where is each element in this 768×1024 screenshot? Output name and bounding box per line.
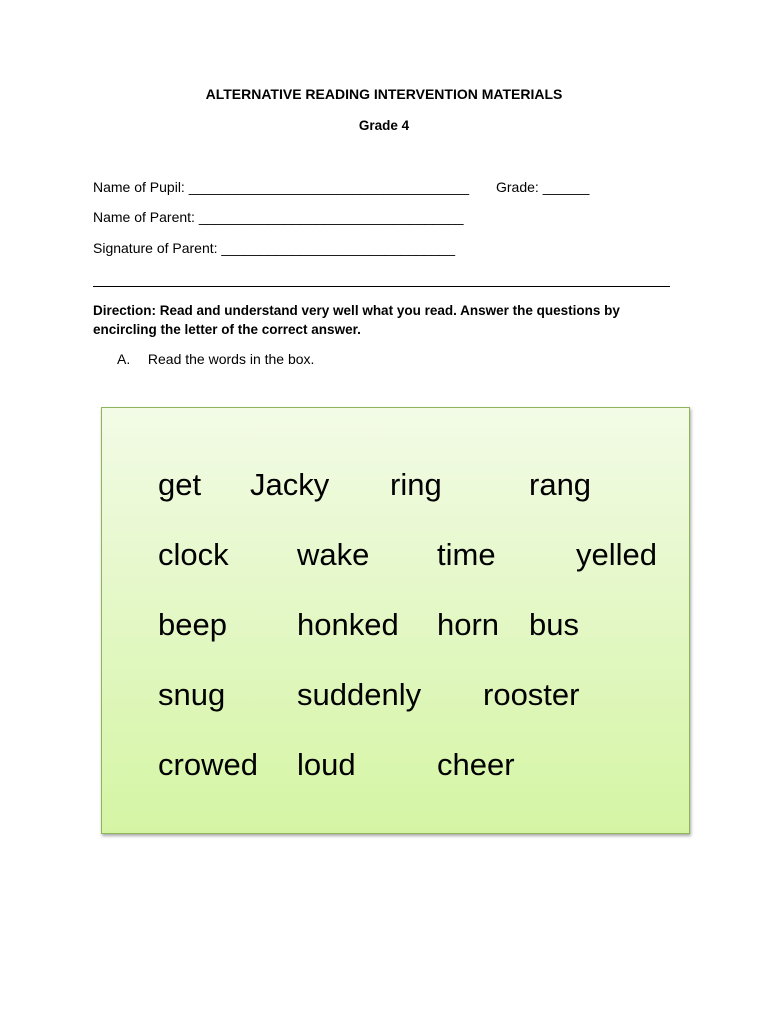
word-wake: wake — [297, 537, 370, 572]
parent-name-label: Name of Parent: — [93, 209, 195, 225]
instruction-letter: A. — [117, 351, 131, 367]
pupil-name-label: Name of Pupil: — [93, 179, 185, 195]
separator-line — [93, 286, 670, 287]
word-box — [101, 407, 690, 834]
instruction-item-a — [117, 351, 314, 367]
parent-name-blank: __________________________________ — [198, 209, 464, 225]
word-honked: honked — [297, 607, 399, 642]
worksheet-title: ALTERNATIVE READING INTERVENTION MATERIALS — [205, 86, 563, 102]
word-cheer: cheer — [437, 747, 515, 782]
word-beep: beep — [158, 607, 227, 642]
grade-label: Grade: — [496, 179, 539, 195]
word-loud: loud — [297, 747, 356, 782]
word-rang: rang — [529, 467, 592, 502]
word-crowed: crowed — [158, 747, 258, 782]
grade-field — [496, 179, 589, 195]
parent-signature-blank: ______________________________ — [221, 240, 456, 256]
word-bus: bus — [529, 607, 579, 642]
direction-text: Direction: Read and understand very well what you read. Answer the questions by encircling the letter of the correct answer. — [93, 303, 620, 337]
pupil-name-field — [93, 179, 469, 195]
word-suddenly: suddenly — [297, 677, 422, 712]
word-ring: ring — [390, 467, 442, 502]
word-get: get — [158, 467, 202, 502]
word-jacky: Jacky — [250, 467, 330, 502]
grade-subtitle: Grade 4 — [358, 118, 410, 133]
parent-name-field — [93, 209, 464, 225]
word-yelled: yelled — [576, 537, 657, 572]
word-horn: horn — [437, 607, 500, 642]
pupil-name-blank: ____________________________________ — [188, 179, 470, 195]
grade-blank: ______ — [542, 179, 590, 195]
parent-signature-label: Signature of Parent: — [93, 240, 218, 256]
word-snug: snug — [158, 677, 226, 712]
instruction-text: Read the words in the box. — [147, 351, 315, 367]
parent-signature-field — [93, 240, 455, 256]
word-rooster: rooster — [483, 677, 580, 712]
word-clock: clock — [158, 537, 229, 572]
word-time: time — [437, 537, 496, 572]
